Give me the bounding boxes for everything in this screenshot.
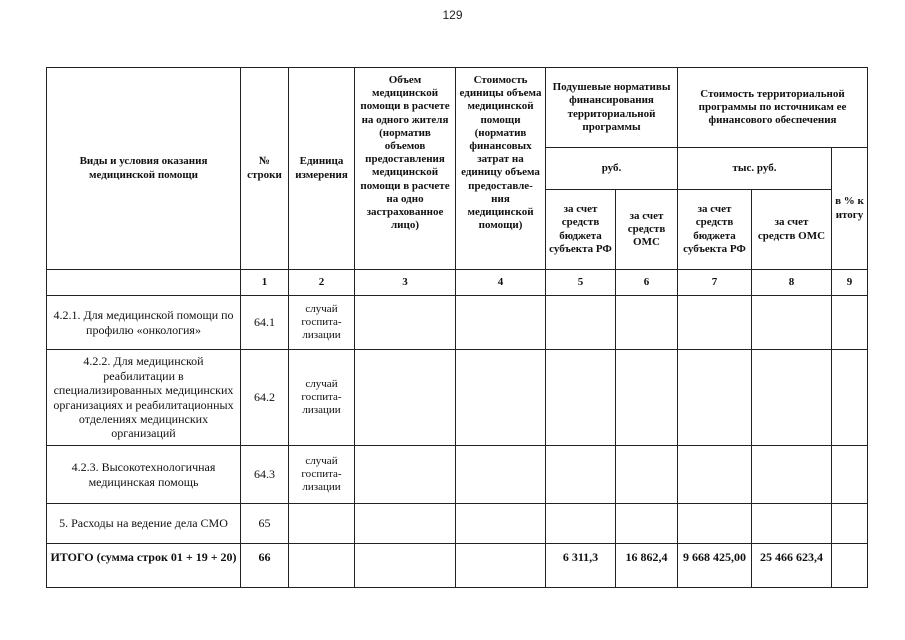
total-unit-cost	[456, 544, 546, 588]
header-program-cost: Стоимость территориальной программы по источникам ее финансового обеспечения	[678, 68, 868, 148]
header-oms-2: за счет средств ОМС	[752, 190, 832, 270]
header-unit: Единица измерения	[289, 68, 355, 270]
row-unit: случай госпита- лизации	[289, 350, 355, 446]
row-unit: случай госпита- лизации	[289, 446, 355, 504]
column-number: 9	[832, 270, 868, 296]
header-unit-cost: Стоимость единицы объема медицинской помощи (норматив финансовых затрат на единицу объема предоставле- ния медицинской помощи)	[456, 68, 546, 270]
cell-per-capita-oms	[616, 350, 678, 446]
cell-cost-budget	[678, 350, 752, 446]
header-rub: руб.	[546, 148, 678, 190]
header-budget-rf: за счет средств бюджета субъекта РФ	[546, 190, 616, 270]
cell-percent	[832, 446, 868, 504]
cell-cost-budget	[678, 504, 752, 544]
total-cost-oms: 25 466 623,4	[752, 544, 832, 588]
cell-per-capita-oms	[616, 504, 678, 544]
header-row-number: № строки	[241, 68, 289, 270]
medical-care-cost-table	[46, 67, 868, 588]
total-label: ИТОГО (сумма строк 01 + 19 + 20)	[47, 544, 241, 588]
row-label: 4.2.2. Для медицинской реабилитации в специализированных медицинских организациях и реабилитационных отделениях медицинских организаций	[47, 350, 241, 446]
header-thous-rub: тыс. руб.	[678, 148, 832, 190]
column-number: 5	[546, 270, 616, 296]
header-budget-rf-2: за счет средств бюджета субъекта РФ	[678, 190, 752, 270]
table-row	[47, 446, 868, 504]
cell-unit-cost	[456, 296, 546, 350]
cell-per-capita-budget	[546, 504, 616, 544]
column-number: 1	[241, 270, 289, 296]
row-label: 5. Расходы на ведение дела СМО	[47, 504, 241, 544]
column-number: 8	[752, 270, 832, 296]
total-percent	[832, 544, 868, 588]
header-volume: Объем медицинской помощи в расчете на одного жителя (норматив объемов предоставления медицинской помощи в расчете на одно застрахованное лицо)	[355, 68, 456, 270]
table-row	[47, 350, 868, 446]
cell-cost-budget	[678, 296, 752, 350]
page-number: 129	[442, 8, 463, 22]
column-number-row	[47, 270, 868, 296]
cell-per-capita-budget	[546, 446, 616, 504]
row-number: 64.3	[241, 446, 289, 504]
column-number: 3	[355, 270, 456, 296]
total-row	[47, 544, 868, 588]
row-unit: случай госпита- лизации	[289, 296, 355, 350]
total-volume	[355, 544, 456, 588]
cell-per-capita-budget	[546, 296, 616, 350]
cell-percent	[832, 296, 868, 350]
cell-per-capita-oms	[616, 446, 678, 504]
column-number-empty	[47, 270, 241, 296]
cell-volume	[355, 296, 456, 350]
cell-cost-budget	[678, 446, 752, 504]
row-number: 64.1	[241, 296, 289, 350]
cell-unit-cost	[456, 446, 546, 504]
cell-unit-cost	[456, 350, 546, 446]
column-number: 7	[678, 270, 752, 296]
cell-per-capita-oms	[616, 296, 678, 350]
total-per-capita-oms: 16 862,4	[616, 544, 678, 588]
cell-percent	[832, 350, 868, 446]
header-oms: за счет средств ОМС	[616, 190, 678, 270]
cell-cost-oms	[752, 446, 832, 504]
cell-cost-oms	[752, 350, 832, 446]
header-percent-of-total: в % к итогу	[832, 148, 868, 270]
table-row	[47, 296, 868, 350]
row-number: 64.2	[241, 350, 289, 446]
row-label: 4.2.3. Высокотехнологичная медицинская помощь	[47, 446, 241, 504]
cell-cost-oms	[752, 504, 832, 544]
row-label: 4.2.1. Для медицинской помощи по профилю «онкология»	[47, 296, 241, 350]
row-unit	[289, 504, 355, 544]
cell-cost-oms	[752, 296, 832, 350]
table-row	[47, 504, 868, 544]
row-number: 65	[241, 504, 289, 544]
total-unit	[289, 544, 355, 588]
total-cost-budget: 9 668 425,00	[678, 544, 752, 588]
column-number: 6	[616, 270, 678, 296]
column-number: 2	[289, 270, 355, 296]
cell-unit-cost	[456, 504, 546, 544]
column-number: 4	[456, 270, 546, 296]
total-row-number: 66	[241, 544, 289, 588]
cell-volume	[355, 504, 456, 544]
cell-percent	[832, 504, 868, 544]
cell-volume	[355, 350, 456, 446]
header-per-capita: Подушевые нормативы финансирования территориальной программы	[546, 68, 678, 148]
cell-per-capita-budget	[546, 350, 616, 446]
header-type-of-care: Виды и условия оказания медицинской помощи	[47, 68, 241, 270]
total-per-capita-budget: 6 311,3	[546, 544, 616, 588]
cell-volume	[355, 446, 456, 504]
